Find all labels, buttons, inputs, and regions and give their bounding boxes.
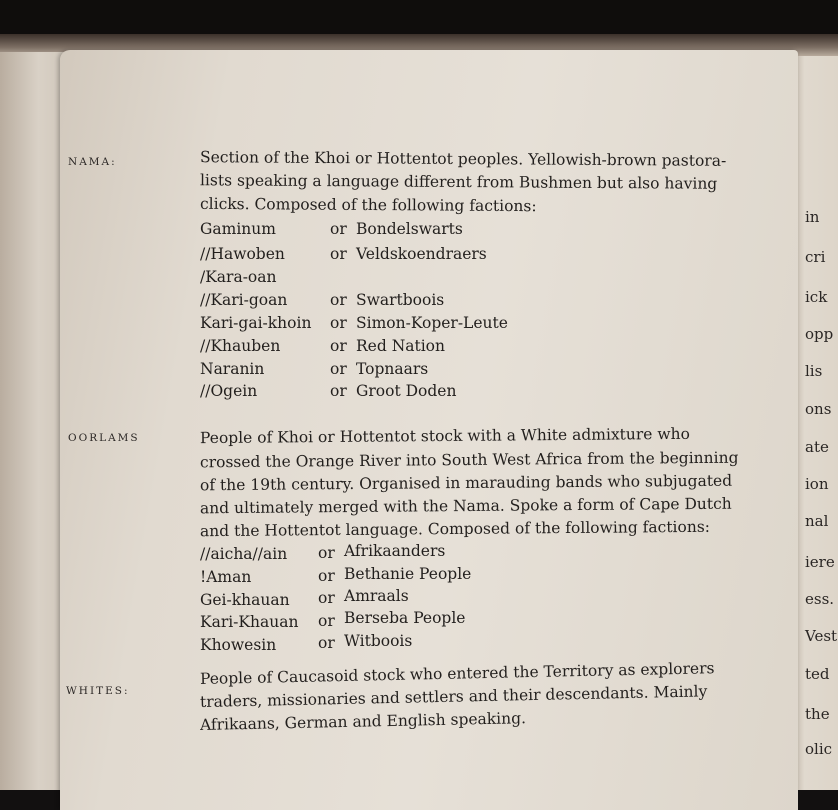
faction-or: or — [330, 360, 347, 378]
faction-name: //Khauben — [200, 337, 281, 355]
faction-alias: Red Nation — [356, 337, 445, 355]
faction-or: or — [330, 291, 347, 309]
faction-name: Gei-khauan — [200, 591, 290, 609]
section-label-nama: NAMA: — [68, 156, 117, 168]
nama-line-3: clicks. Composed of the following factions: — [199, 194, 537, 216]
faction-name: Kari-Khauan — [200, 613, 299, 631]
faction-or: or — [330, 220, 347, 238]
faction-alias: Simon-Koper-Leute — [356, 314, 508, 332]
whites-line-3: Afrikaans, German and English speaking. — [199, 709, 527, 734]
facing-page-text: opp — [805, 325, 834, 343]
facing-page-text: ion — [805, 475, 829, 493]
faction-or: or — [330, 337, 347, 355]
faction-alias: Bondelswarts — [356, 220, 463, 238]
section-label-whites: WHITES: — [66, 685, 130, 697]
whites-line-2: traders, missionaries and settlers and their descendants. Mainly — [199, 682, 708, 711]
faction-alias: Afrikaanders — [344, 542, 446, 560]
faction-alias: Topnaars — [356, 360, 429, 378]
faction-name: //aicha//ain — [200, 545, 288, 563]
faction-name: Naranin — [200, 360, 265, 378]
faction-name: /Kara-oan — [200, 268, 277, 286]
faction-or: or — [318, 589, 335, 607]
faction-alias: Amraals — [344, 587, 409, 605]
facing-page-text: in — [805, 208, 820, 226]
facing-page-text: olic — [805, 740, 833, 758]
facing-page-text: ted — [805, 665, 830, 683]
oorlams-line-1: People of Khoi or Hottentot stock with a White admixture who — [199, 424, 691, 448]
faction-alias: Veldskoendraers — [356, 245, 487, 263]
facing-page-text: iere — [805, 553, 835, 571]
facing-page-text: ess. — [805, 590, 835, 608]
faction-or: or — [318, 544, 335, 562]
facing-page-text: cri — [805, 248, 826, 266]
section-label-oorlams: OORLAMS — [68, 432, 140, 444]
faction-name: Kari-gai-khoin — [200, 314, 312, 332]
facing-page-text: Vest — [805, 627, 838, 645]
oorlams-line-5: and the Hottentot language. Composed of the following factions: — [199, 517, 711, 541]
faction-name: //Kari-goan — [200, 291, 288, 309]
whites-line-1: People of Caucasoid stock who entered the Territory as explorers — [199, 659, 715, 688]
faction-name: Gaminum — [200, 220, 276, 238]
faction-name: //Ogein — [200, 382, 258, 400]
faction-alias: Groot Doden — [356, 382, 457, 400]
faction-or: or — [318, 634, 335, 652]
nama-line-1: Section of the Khoi or Hottentot peoples. Yellowish-brown pastora- — [199, 148, 727, 170]
faction-name: Khowesin — [200, 636, 277, 654]
nama-line-2: lists speaking a language different from Bushmen but also having — [199, 171, 718, 193]
faction-or: or — [330, 314, 347, 332]
faction-name: !Aman — [200, 568, 252, 586]
faction-alias: Witboois — [344, 632, 413, 650]
facing-page-text: ick — [805, 288, 828, 306]
facing-page-text: ate — [805, 438, 829, 456]
facing-page-text: ons — [805, 400, 832, 418]
facing-page-text: nal — [805, 512, 829, 530]
faction-or: or — [318, 567, 335, 585]
facing-page-text: the — [805, 705, 830, 723]
oorlams-line-3: of the 19th century. Organised in marauding bands who subjugated — [199, 471, 733, 495]
faction-or: or — [330, 382, 347, 400]
faction-or: or — [318, 612, 335, 630]
faction-alias: Berseba People — [344, 609, 466, 627]
oorlams-line-4: and ultimately merged with the Nama. Spoke a form of Cape Dutch — [199, 494, 732, 518]
faction-name: //Hawoben — [200, 245, 285, 263]
faction-alias: Bethanie People — [344, 565, 472, 583]
faction-alias: Swartboois — [356, 291, 445, 309]
facing-page-text: lis — [805, 362, 823, 380]
faction-or: or — [330, 245, 347, 263]
oorlams-line-2: crossed the Orange River into South West Africa from the beginning — [199, 448, 739, 472]
